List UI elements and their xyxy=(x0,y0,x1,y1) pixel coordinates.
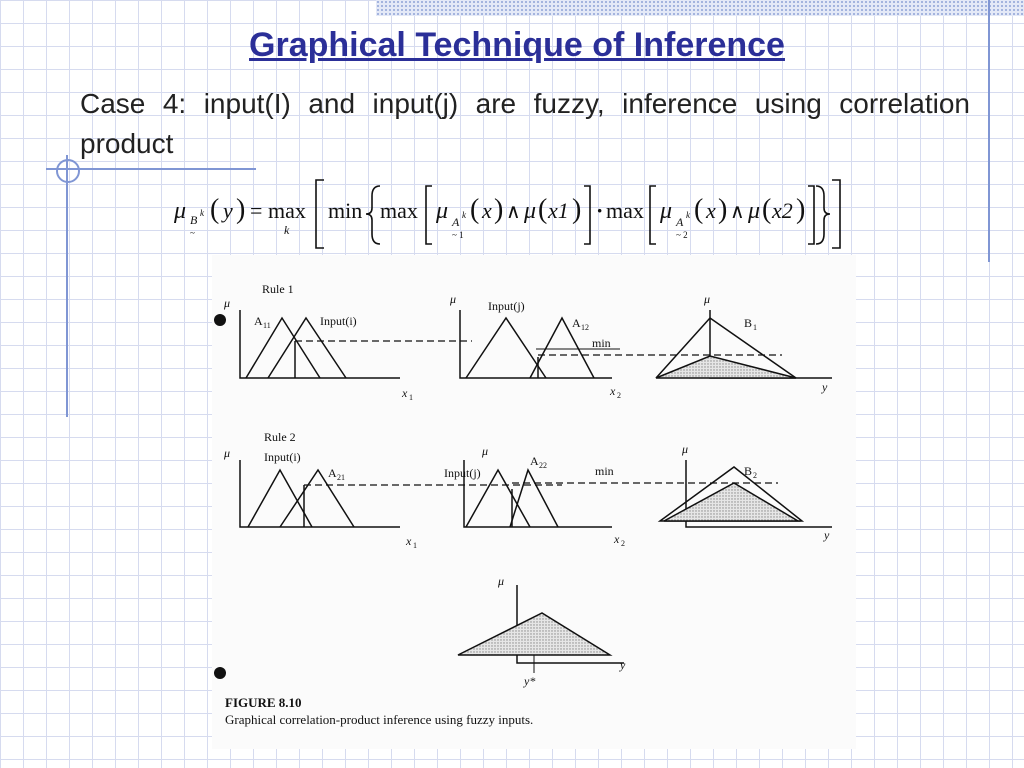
rule1-b1-scaled xyxy=(656,356,796,378)
rule1-x2-axis-sub: 2 xyxy=(617,391,621,400)
result-ystar-label: y* xyxy=(524,674,536,688)
formula-lhs-tilde: ~ xyxy=(190,228,195,238)
rule1-mu-3: μ xyxy=(704,292,711,306)
formula-max-1: max xyxy=(380,198,418,223)
rule2-input-i-triangle xyxy=(248,470,312,527)
formula-bracket-1-close xyxy=(584,186,590,244)
formula-brace-close xyxy=(816,186,830,244)
formula-brace-open xyxy=(366,186,380,244)
result-y-axis-label: y xyxy=(620,658,626,672)
formula-y: y xyxy=(223,198,233,223)
formula-a2-tilde: ~ 2 xyxy=(676,230,688,240)
formula-paren-a2-open: ( xyxy=(694,194,704,225)
rule1-a12-label: A xyxy=(572,316,581,330)
rule1-b1-sub: 1 xyxy=(753,323,757,332)
inference-formula xyxy=(168,172,848,252)
formula-bracket-close xyxy=(832,180,840,248)
rule2-a21-sub: 21 xyxy=(337,473,345,482)
formula-x-1: x xyxy=(482,198,492,223)
formula-eq: = xyxy=(250,198,263,223)
formula-a1-sup: k xyxy=(462,210,466,220)
formula-paren-a2-close: ) xyxy=(718,194,728,225)
formula-x2: x2 xyxy=(772,198,793,223)
rule1-a12-sub: 12 xyxy=(581,323,589,332)
rule2-b2-sub: 2 xyxy=(753,471,757,480)
rule1-min-label: min xyxy=(592,336,611,350)
formula-bracket-2-close xyxy=(808,186,814,244)
bullet-1 xyxy=(214,314,226,326)
rule2-a22-label: A xyxy=(530,454,539,468)
formula-a1-sub: A xyxy=(452,215,460,229)
formula-max-k: k xyxy=(284,223,290,237)
rule2-x1-axis-label: x xyxy=(406,534,412,548)
result-aggregate xyxy=(458,613,610,655)
rule2-input-i-label: Input(i) xyxy=(264,450,301,464)
formula-paren-close: ) xyxy=(236,194,246,225)
formula-max-2: max xyxy=(606,198,644,223)
rule2-a21-label: A xyxy=(328,466,337,480)
formula-dot: · xyxy=(596,198,604,223)
formula-paren-x2-open: ( xyxy=(762,194,772,225)
rule2-mu-1: μ xyxy=(224,446,231,460)
rule2-mu-3: μ xyxy=(682,442,689,456)
rule1-mu-2: μ xyxy=(450,292,457,306)
formula-mu-2: μ xyxy=(660,198,673,224)
formula-bracket-2-open xyxy=(650,186,656,244)
circle-decor xyxy=(56,159,80,183)
bullet-2 xyxy=(214,667,226,679)
formula-min: min xyxy=(328,198,363,223)
rule2-a22-sub: 22 xyxy=(539,461,547,470)
rule2-input-j-label: Input(j) xyxy=(444,466,481,480)
figure-description: Graphical correlation-product inference using fuzzy inputs. xyxy=(225,712,534,727)
rule2-b2-label: B xyxy=(744,464,753,478)
formula-a2-sup: k xyxy=(686,210,690,220)
rule1-input-j-label: Input(j) xyxy=(488,299,525,313)
page-title: Graphical Technique of Inference xyxy=(249,26,785,64)
formula-x-2: x xyxy=(706,198,716,223)
formula-bracket-1-open xyxy=(426,186,432,244)
formula-a1-tilde: ~ 1 xyxy=(452,230,464,240)
rule1-mu-1: μ xyxy=(224,296,231,310)
rule1-a11-sub: 11 xyxy=(263,321,271,330)
rule1-label: Rule 1 xyxy=(262,282,294,296)
result-mu: μ xyxy=(498,574,505,588)
figure-caption xyxy=(225,695,533,728)
figure-number: FIGURE 8.10 xyxy=(225,695,302,710)
rule1-x1-axis-label: x xyxy=(402,386,408,400)
formula-lhs-sub: B xyxy=(190,213,198,227)
formula-a2-sub: A xyxy=(676,215,684,229)
rule2-x2-axis-sub: 2 xyxy=(621,539,625,548)
formula-lhs-sup: k xyxy=(200,208,204,218)
rule2-x2-axis-label: x xyxy=(614,532,620,546)
rule1-x1-axis-sub: 1 xyxy=(409,393,413,402)
rule2-panel1-axes xyxy=(240,460,400,527)
formula-paren-x1-close: ) xyxy=(572,194,582,225)
formula-x1: x1 xyxy=(548,198,569,223)
rule2-label: Rule 2 xyxy=(264,430,296,444)
formula-paren-a1-close: ) xyxy=(494,194,504,225)
formula-bracket-open xyxy=(316,180,324,248)
formula-mu: μ xyxy=(174,198,187,224)
formula-max-outer: max xyxy=(268,198,306,223)
vertical-accent-line-left xyxy=(66,155,68,417)
formula-paren-x2-close: ) xyxy=(796,194,806,225)
formula-wedge-2: ∧ xyxy=(730,201,745,223)
formula-paren-open: ( xyxy=(210,194,220,225)
formula-mu-x2: μ xyxy=(748,198,761,224)
formula-wedge-1: ∧ xyxy=(506,201,521,223)
rule2-mu-2: μ xyxy=(482,444,489,458)
formula-paren-x1-open: ( xyxy=(538,194,548,225)
rule1-b1-label: B xyxy=(744,316,753,330)
top-decor-bar xyxy=(376,0,1024,16)
inference-figure xyxy=(212,255,856,695)
rule2-panel2-axes xyxy=(464,460,612,527)
formula-paren-a1-open: ( xyxy=(470,194,480,225)
rule2-min-label: min xyxy=(595,464,614,478)
rule2-y-axis-label: y xyxy=(824,528,830,542)
rule1-x2-axis-label: x xyxy=(610,384,616,398)
rule1-a11-label: A xyxy=(254,314,263,328)
formula-mu-1: μ xyxy=(436,198,449,224)
rule2-x1-axis-sub: 1 xyxy=(413,541,417,550)
rule1-y-axis-label: y xyxy=(822,380,828,394)
formula-mu-x1: μ xyxy=(524,198,537,224)
case-description: Case 4: input(I) and input(j) are fuzzy, inference using correlation product xyxy=(80,88,970,159)
rule1-input-i-label: Input(i) xyxy=(320,314,357,328)
rule2-a22-triangle xyxy=(510,470,558,527)
